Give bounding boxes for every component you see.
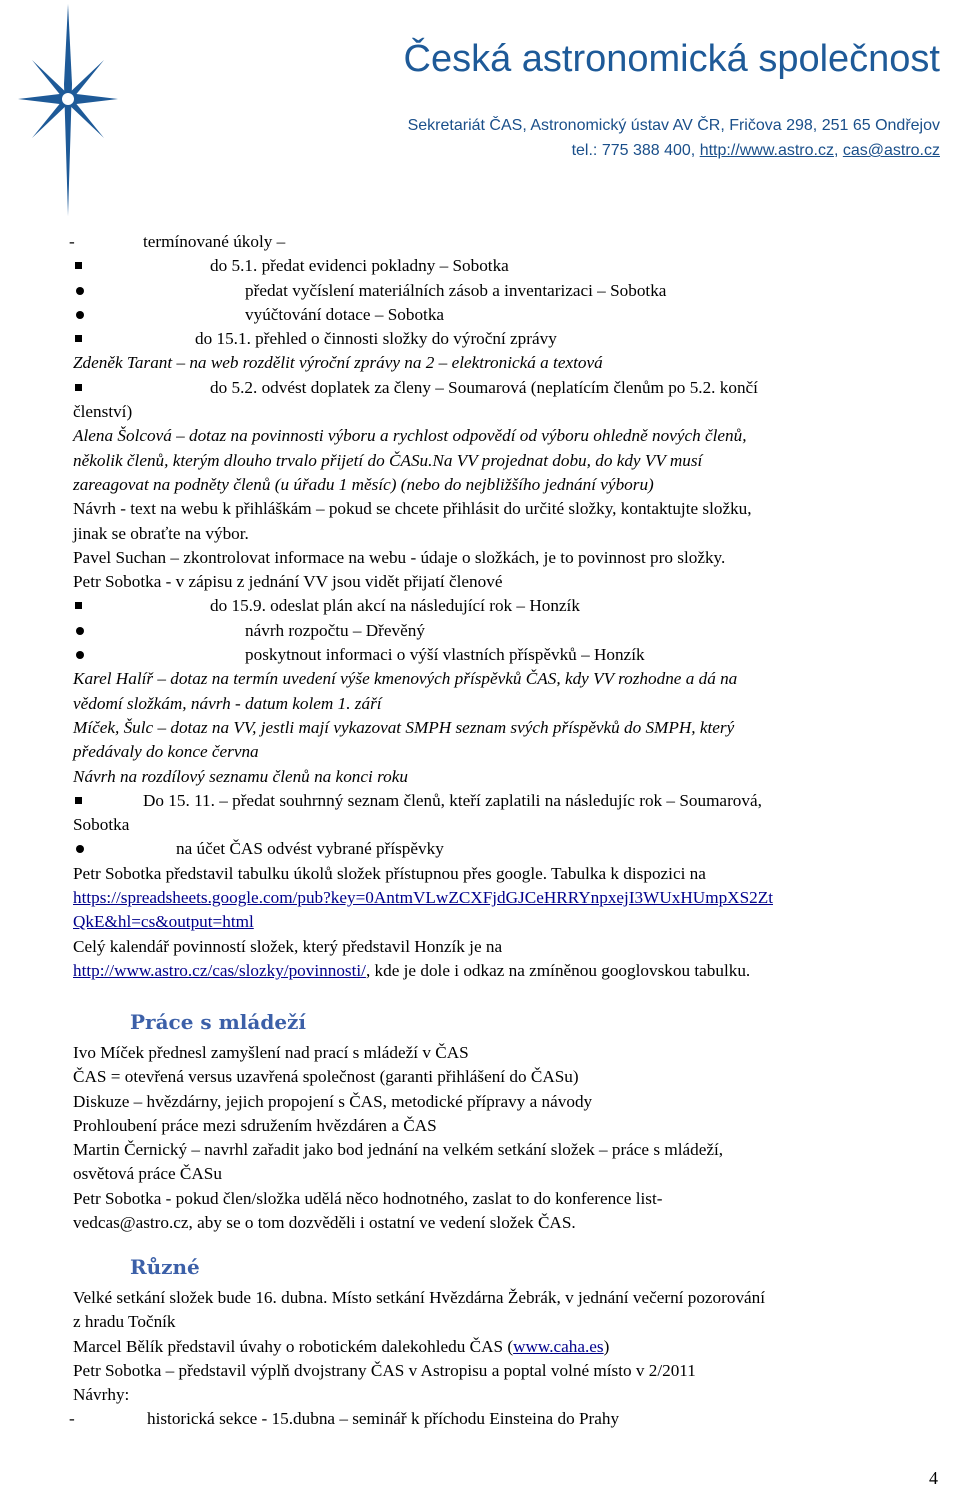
list-item: - termínované úkoly – <box>73 230 943 254</box>
list-item: do 5.2. odvést doplatek za členy – Soumarová (neplatícím členům po 5.2. končí <box>73 376 943 400</box>
text-line: Prohloubení práce mezi sdružením hvězdáren a ČAS <box>73 1115 437 1135</box>
text-line: Petr Sobotka představil tabulku úkolů složek přístupnou přes google. Tabulka k dispozici na <box>73 863 706 883</box>
square-bullet-icon <box>75 384 82 391</box>
text-line: několik členů, kterým dlouho trvalo přijetí do ČASu.Na VV projednat dobu, do kdy VV musí <box>73 450 703 470</box>
list-item: Do 15. 11. – předat souhrnný seznam členů, kteří zaplatili na následujíc rok – Soumarová, <box>73 789 943 813</box>
section-title-youth: Práce s mládeží <box>130 1010 307 1034</box>
text-line: vedcas@astro.cz, aby se o tom dozvěděli i ostatní ve vedení složek ČAS. <box>73 1213 576 1233</box>
section-misc-body <box>69 1286 943 1432</box>
spreadsheet-link-cont[interactable]: QkE&hl=cs&output=html <box>73 912 254 932</box>
spreadsheet-link-line <box>73 910 943 934</box>
dash-bullet: - <box>69 1409 75 1429</box>
list-item: poskytnout informaci o výší vlastních příspěvků – Honzík <box>73 643 943 667</box>
header-email-link[interactable]: cas@astro.cz <box>842 142 940 159</box>
list-item: předat vyčíslení materiálních zásob a inventarizaci – Sobotka <box>73 279 943 303</box>
minutes-body <box>69 230 943 983</box>
list-item: - historická sekce - 15.dubna – seminář k příchodu Einsteina do Prahy <box>73 1407 943 1431</box>
list-item: návrh rozpočtu – Dřevěný <box>73 619 943 643</box>
header-phone: tel.: 775 388 400, <box>571 142 700 159</box>
header-address: Sekretariát ČAS, Astronomický ústav AV ČR, Fričova 298, 251 65 Ondřejov <box>407 117 940 134</box>
header-title: Česká astronomická společnost <box>403 38 940 80</box>
text-line: Návrh na rozdílový seznamu členů na konci roku <box>73 766 408 786</box>
header-contact <box>572 142 940 160</box>
caha-link[interactable]: www.caha.es <box>513 1336 604 1356</box>
section-title-misc: Různé <box>130 1255 200 1279</box>
square-bullet-icon <box>75 335 82 342</box>
header-sep: , <box>833 142 843 159</box>
list-item: do 15.9. odeslat plán akcí na následující rok – Honzík <box>73 594 943 618</box>
list-item: do 15.1. přehled o činnosti složky do výroční zprávy <box>73 327 943 351</box>
text-line: Míček, Šulc – dotaz na VV, jestli mají vykazovat SMPH seznam svých příspěvků do SMPH, který <box>73 717 735 737</box>
text-line: http://www.astro.cz/cas/slozky/povinnosti/, kde je dole i odkaz na zmíněnou googlovskou tabulku. <box>73 960 751 980</box>
text-line: osvětová práce ČASu <box>73 1164 222 1184</box>
round-bullet-icon <box>76 311 84 319</box>
text-line: Návrhy: <box>73 1385 130 1405</box>
text-line: členství) <box>73 402 133 422</box>
text-line: Návrh - text na webu k přihláškám – pokud se chcete přihlásit do určité složky, kontaktujte složku, <box>73 499 752 519</box>
text-line: Marcel Bělík představil úvahy o robotickém dalekohledu ČAS (www.caha.es) <box>73 1336 610 1356</box>
text-line: Pavel Suchan – zkontrolovat informace na webu - údaje o složkách, je to povinnost pro složky. <box>73 547 726 567</box>
text-line: zareagovat na podněty členů (u úřadu 1 měsíc) (nebo do nejbližšího jednání výboru) <box>73 474 654 494</box>
text-line: jinak se obraťte na výbor. <box>73 523 249 543</box>
round-bullet-icon <box>76 651 84 659</box>
text-line: předávaly do konce června <box>73 742 259 762</box>
text-line: z hradu Točník <box>73 1312 176 1332</box>
header-web-link[interactable]: http://www.astro.cz <box>699 142 834 159</box>
list-item: na účet ČAS odvést vybrané příspěvky <box>73 837 943 861</box>
square-bullet-icon <box>75 797 82 804</box>
text-line: Velké setkání složek bude 16. dubna. Místo setkání Hvězdárna Žebrák, v jednání večerní pozorování <box>73 1288 766 1307</box>
text-line: Zdeněk Tarant – na web rozdělit výroční zprávy na 2 – elektronická a textová <box>73 353 603 373</box>
text-line: Petr Sobotka - v zápisu z jednání VV jsou vidět přijatí členové <box>73 572 503 592</box>
text-line: Diskuze – hvězdárny, jejich propojení s ČAS, metodické přípravy a návody <box>73 1091 593 1111</box>
round-bullet-icon <box>76 845 84 853</box>
square-bullet-icon <box>75 602 82 609</box>
round-bullet-icon <box>76 627 84 635</box>
text-line: Celý kalendář povinností složek, který představil Honzík je na <box>73 936 503 956</box>
list-item: do 5.1. předat evidenci pokladny – Sobotka <box>73 254 943 278</box>
spreadsheet-link-line <box>73 886 943 910</box>
text-line: Sobotka <box>73 815 130 835</box>
page-number: 4 <box>929 1468 938 1488</box>
star-compass-logo-icon <box>18 4 118 216</box>
text-line: vědomí složkám, návrh - datum kolem 1. září <box>73 693 382 713</box>
dash-bullet: - <box>69 232 75 251</box>
text-line: Alena Šolcová – dotaz na povinnosti výboru a rychlost odpovědí od výboru ohledně nových členů, <box>73 426 747 446</box>
text-line: Karel Halíř – dotaz na termín uvedení výše kmenových příspěvků ČAS, kdy VV rozhodne a dá na <box>73 669 738 689</box>
text-line: Petr Sobotka – představil výplň dvojstrany ČAS v Astropisu a poptal volné místo v 2/2011 <box>73 1360 696 1380</box>
text-line: Petr Sobotka - pokud člen/složka udělá něco hodnotného, zaslat to do konference list- <box>73 1188 663 1208</box>
text-line: Ivo Míček přednesl zamyšlení nad prací s mládeží v ČAS <box>73 1043 469 1062</box>
duties-link[interactable]: http://www.astro.cz/cas/slozky/povinnosti/ <box>73 960 366 980</box>
text-line: ČAS = otevřená versus uzavřená společnost (garanti přihlášení do ČASu) <box>73 1067 579 1087</box>
spreadsheet-link[interactable]: https://spreadsheets.google.com/pub?key=0AntmVLwZCXFjdGJCeHRRYnpxejI3WUxHUmpXS2Zt <box>73 888 773 908</box>
list-item: vyúčtování dotace – Sobotka <box>73 303 943 327</box>
square-bullet-icon <box>75 262 82 269</box>
round-bullet-icon <box>76 287 84 295</box>
section-youth-body <box>73 1041 943 1235</box>
text-line: Martin Černický – navrhl zařadit jako bod jednání na velkém setkání složek – práce s mládeží, <box>73 1140 724 1160</box>
